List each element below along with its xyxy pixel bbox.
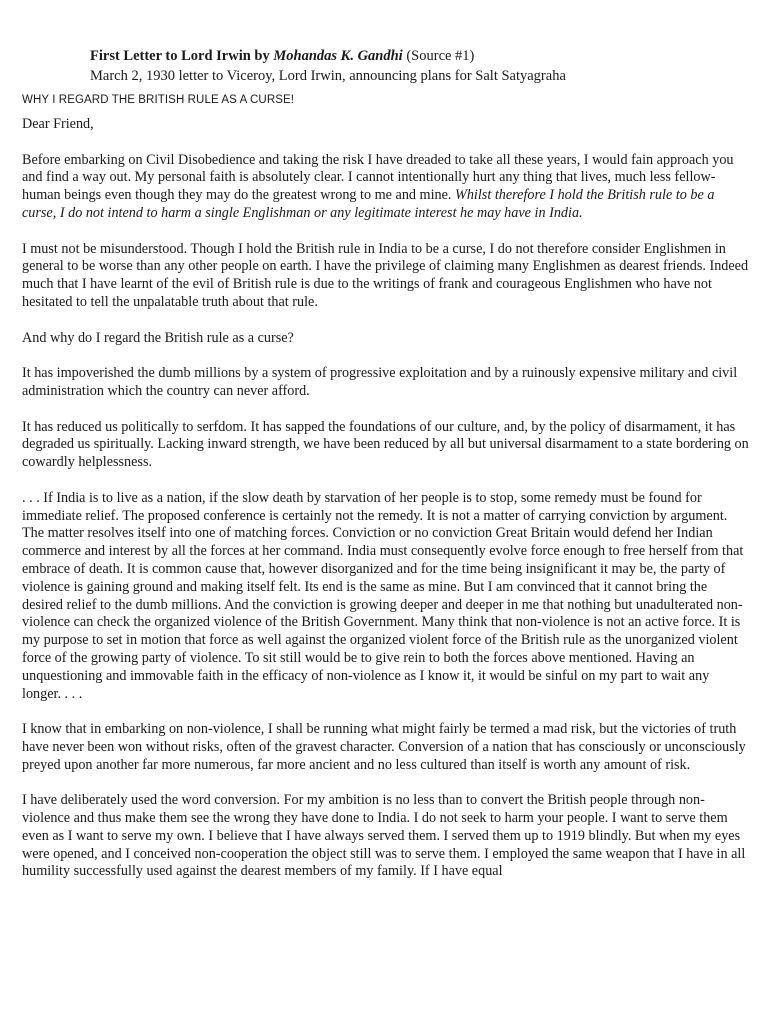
- paragraph-4: It has impoverished the dumb millions by a system of progressive exploitation and by a ruinously expensive military and civil administration which the country can never afford.: [22, 365, 738, 399]
- salutation: Dear Friend,: [22, 116, 94, 132]
- document-title: [90, 46, 566, 66]
- paragraph-5: It has reduced us politically to serfdom. It has sapped the foundations of our culture, and, by the policy of disarmament, it has degraded us spiritually. Lacking inward strength, we have been reduced by all but universal disarmament to a state bordering on cowardly helplessness.: [22, 418, 749, 471]
- paragraph-1-text: Before embarking on Civil Disobedience and taking the risk I have dreaded to take all these years, I would fain approach you and find a way out. My personal faith is absolutely clear. I cannot intentionally hurt any thing that lives, much less fellow-human beings even though they may do the greatest wrong to me and mine.: [22, 151, 734, 204]
- section-heading: WHY I REGARD THE BRITISH RULE AS A CURSE!: [22, 94, 295, 106]
- source-note: (Source #1): [402, 48, 475, 64]
- document-header: [90, 46, 566, 86]
- paragraph-6: . . . If India is to live as a nation, if the slow death by starvation of her people is to stop, some remedy must be found for immediate relief. The proposed conference is certainly not the remedy. It is not a matter of carrying conviction by argument. The matter resolves itself into one of matching forces. Conviction or no conviction Great Britain would defend her Indian commerce and interest by all the forces at her command. India must consequently evolve force enough to free herself from that embrace of death. It is common cause that, however disorganized and for the time being insignificant it may be, the party of violence is gaining ground and making itself felt. Its end is the same as mine. But I am convinced that it cannot bring the desired relief to the dumb millions. And the conviction is growing deeper and deeper in me that nothing but unadulterated non-violence can check the organized violence of the British Government. Many think that non-violence is not an active force. It is my purpose to set in motion that force as well against the organized violent force of the British rule as the unorganized violent force of the growing party of violence. To sit still would be to give rein to both the forces above mentioned. Having an unquestioning and immovable faith in the efficacy of non-violence as I know it, it would be sinful on my part to wait any longer. . . .: [22, 489, 744, 702]
- paragraph-2: I must not be misunderstood. Though I hold the British rule in India to be a curse, I do not therefore consider Englishmen in general to be worse than any other people on earth. I have the privilege of claiming many Englishmen as dearest friends. Indeed much that I have learnt of the evil of British rule is due to the writings of frank and courageous Englishmen who have not hesitated to tell the unpalatable truth about that rule.: [22, 240, 749, 310]
- paragraph-1: [22, 152, 750, 223]
- title-text: First Letter to Lord Irwin by: [90, 48, 274, 64]
- author-name: Mohandas K. Gandhi: [273, 48, 403, 64]
- document-subtitle: March 2, 1930 letter to Viceroy, Lord Irwin, announcing plans for Salt Satyagraha: [90, 68, 566, 84]
- paragraph-1-italic: Whilst therefore I hold the British rule to be a curse, I do not intend to harm a single Englishman or any legitimate interest he may have in India.: [22, 187, 715, 221]
- paragraph-8: I have deliberately used the word conversion. For my ambition is no less than to convert the British people through non-violence and thus make them see the wrong they have done to India. I do not seek to harm your people. I want to serve them even as I want to serve my own. I believe that I have always served them. I served them up to 1919 blindly. But when my eyes were opened, and I conceived non-cooperation the object still was to serve them. I employed the same weapon that I have in all humility successfully used against the dearest members of my family. If I have equal: [22, 792, 746, 880]
- letter-body: [22, 116, 750, 899]
- paragraph-7: I know that in embarking on non-violence, I shall be running what might fairly be termed a mad risk, but the victories of truth have never been won without risks, often of the gravest character. Conversion of a nation that has consciously or unconsciously preyed upon another far more numerous, far more ancient and no less cultured than itself is worth any amount of risk.: [22, 721, 746, 773]
- paragraph-3: And why do I regard the British rule as a curse?: [22, 329, 294, 346]
